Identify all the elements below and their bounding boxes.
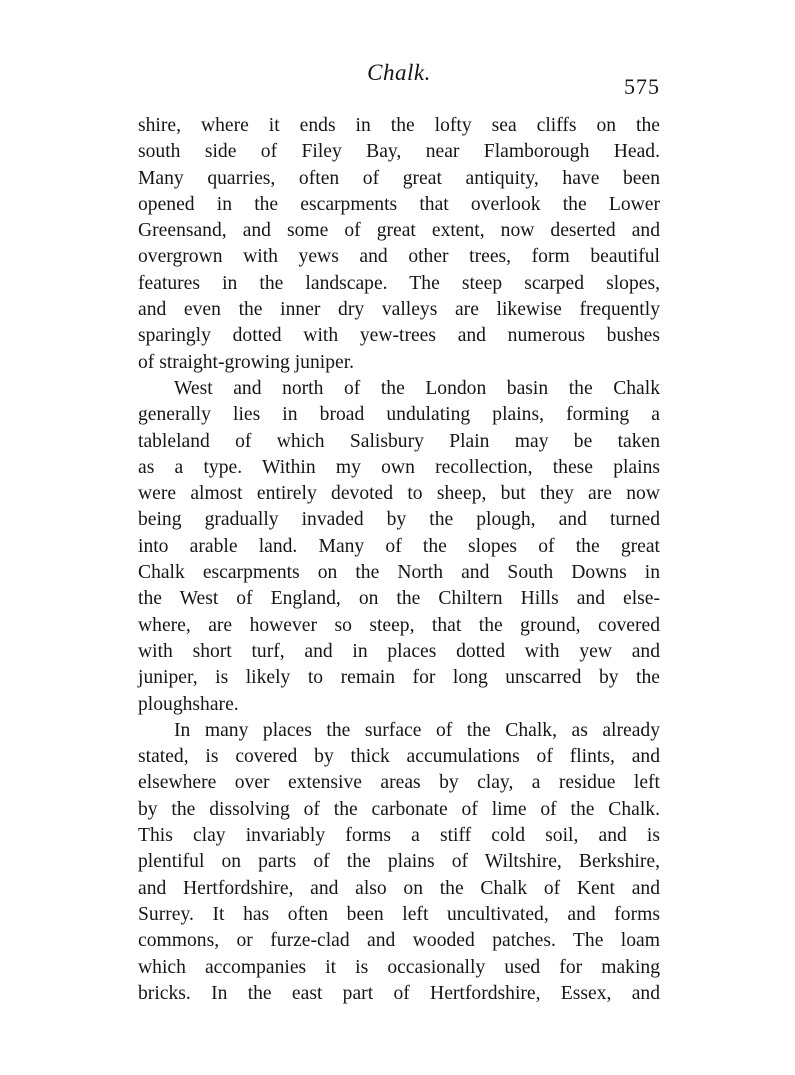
text-line: Surrey. It has often been left uncultivated, and forms — [138, 903, 660, 925]
paragraph — [138, 376, 660, 718]
body-text — [138, 113, 660, 1007]
text-line: shire, where it ends in the lofty sea cliffs on the — [138, 115, 660, 136]
running-head — [138, 58, 660, 98]
text-line: and Hertfordshire, and also on the Chalk of Kent and — [138, 877, 660, 899]
text-line: In many places the surface of the Chalk, as already — [174, 719, 660, 741]
text-line: of straight-growing juniper. — [138, 351, 355, 373]
text-line: sparingly dotted with yew-trees and numerous bushes — [138, 325, 660, 347]
paragraph — [138, 113, 660, 376]
text-line: where, are however so steep, that the ground, covered — [138, 614, 660, 636]
text-line: stated, is covered by thick accumulations of flints, and — [138, 746, 660, 768]
text-line: This clay invariably forms a stiff cold soil, and is — [138, 825, 660, 847]
text-line: by the dissolving of the carbonate of lime of the Chalk. — [138, 798, 660, 820]
paragraph — [138, 718, 660, 1007]
text-line: tableland of which Salisbury Plain may be taken — [138, 430, 660, 452]
text-line: into arable land. Many of the slopes of the great — [138, 535, 660, 557]
text-line: being gradually invaded by the plough, and turned — [138, 509, 660, 531]
text-line: elsewhere over extensive areas by clay, a residue left — [138, 772, 660, 794]
running-title: Chalk. — [367, 60, 431, 85]
text-line: as a type. Within my own recollection, these plains — [138, 456, 660, 478]
text-line: ploughshare. — [138, 693, 239, 715]
text-line: Chalk escarpments on the North and South Downs in — [138, 562, 660, 584]
text-line: the West of England, on the Chiltern Hills and else- — [138, 588, 660, 610]
text-line: juniper, is likely to remain for long unscarred by the — [138, 667, 660, 689]
text-line: generally lies in broad undulating plains, forming a — [138, 404, 660, 426]
text-line: plentiful on parts of the plains of Wiltshire, Berkshire, — [138, 851, 660, 873]
text-line: Many quarries, often of great antiquity, have been — [138, 167, 660, 189]
text-line: overgrown with yews and other trees, form beautiful — [138, 246, 660, 268]
text-line: which accompanies it is occasionally used for making — [138, 956, 660, 978]
text-line: with short turf, and in places dotted with yew and — [138, 640, 660, 662]
page-number: 575 — [624, 74, 660, 99]
text-line: bricks. In the east part of Hertfordshire, Essex, and — [138, 982, 660, 1004]
text-line: Greensand, and some of great extent, now deserted and — [138, 220, 660, 242]
text-line: commons, or furze-clad and wooded patches. The loam — [138, 930, 660, 952]
text-line: south side of Filey Bay, near Flamborough Head. — [138, 141, 660, 163]
text-line: features in the landscape. The steep scarped slopes, — [138, 272, 660, 294]
text-line: opened in the escarpments that overlook the Lower — [138, 193, 660, 215]
text-line: were almost entirely devoted to sheep, but they are now — [138, 483, 660, 505]
text-line: West and north of the London basin the Chalk — [174, 377, 660, 399]
text-line: and even the inner dry valleys are likewise frequently — [138, 299, 660, 321]
